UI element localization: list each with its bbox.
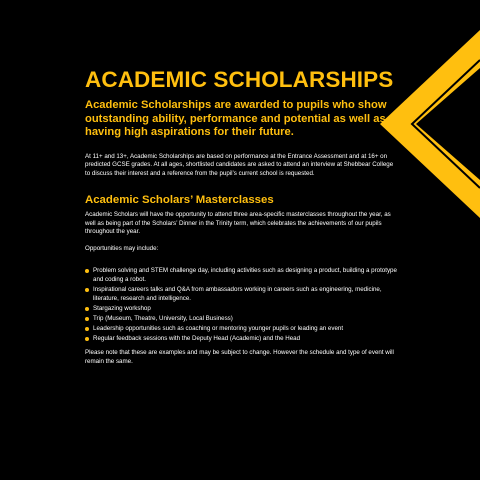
page-title: ACADEMIC SCHOLARSHIPS xyxy=(85,67,394,92)
list-item-text: Inspirational careers talks and Q&A from ambassadors working in careers such as engineering, medicine, literature, research and intelligence. xyxy=(93,285,382,302)
list-item xyxy=(85,335,397,344)
bullet-dot-icon xyxy=(85,288,89,292)
bullet-dot-icon xyxy=(85,327,89,331)
opportunities-intro: Opportunities may include: xyxy=(85,245,159,253)
masterclasses-heading: Academic Scholars’ Masterclasses xyxy=(85,193,274,206)
bullet-dot-icon xyxy=(85,269,89,273)
opportunities-list xyxy=(85,267,397,343)
list-item xyxy=(85,315,397,324)
list-item-text: Leadership opportunities such as coaching or mentoring younger pupils or leading an event xyxy=(93,324,344,332)
list-item xyxy=(85,286,397,304)
masterclasses-description: Academic Scholars will have the opportunity to attend three area-specific masterclasses throughout the year, as well as being part of the Scholars’ Dinner in the Trinity term, which celebrates the achievements of our pupils throughout the year. xyxy=(85,210,391,236)
disclaimer-note: Please note that these are examples and may be subject to change. However the schedule and type of event will remain the same. xyxy=(85,349,394,366)
list-item xyxy=(85,325,397,334)
lead-paragraph: Academic Scholarships are awarded to pupils who show outstanding ability, performance and potential as well as having high aspirations for their future. xyxy=(85,99,387,138)
intro-paragraph: At 11+ and 13+, Academic Scholarships are based on performance at the Entrance Assessment and at 16+ on predicted GCSE grades. At all ages, shortlisted candidates are asked to attend an interview at Shebbear College to discuss their interest and a reference from the pupil’s current school is requested. xyxy=(85,152,394,178)
list-item-text: Problem solving and STEM challenge day, including activities such as designing a product, building a prototype and coding a robot. xyxy=(93,267,397,283)
bullet-dot-icon xyxy=(85,337,89,341)
list-item-text: Trip (Museum, Theatre, University, Local Business) xyxy=(93,314,233,322)
bullet-dot-icon xyxy=(85,317,89,321)
list-item xyxy=(85,305,397,314)
list-item xyxy=(85,267,397,285)
list-item-text: Regular feedback sessions with the Deputy Head (Academic) and the Head xyxy=(93,334,301,342)
list-item-text: Stargazing workshop xyxy=(93,304,151,312)
bullet-dot-icon xyxy=(85,307,89,311)
scholarship-content xyxy=(85,66,397,367)
